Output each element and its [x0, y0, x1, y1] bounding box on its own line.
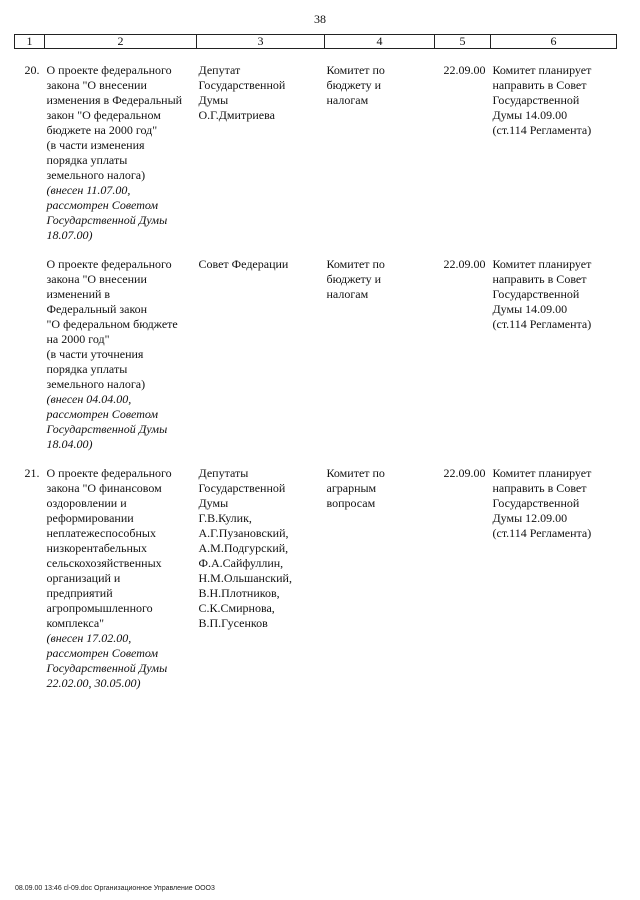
row-spacer — [15, 452, 617, 466]
date-text: 22.09.00 — [443, 466, 486, 480]
column-header: 5 — [435, 35, 491, 49]
date-text: 22.09.00 — [443, 257, 486, 271]
bill-title-text: О проекте федерального закона "О финансовом оздоровлении и реформировании неплатежеспособных низкорентабельных сельскохозяйственных организаций и предприятий агропромышленного комплекса" — [46, 466, 172, 630]
date-text: 22.09.00 — [443, 63, 486, 77]
committee-cell — [325, 257, 435, 452]
row-number-text: 21. — [24, 466, 40, 480]
initiator-text: Депутат Государственной Думы О.Г.Дмитриева — [198, 63, 286, 122]
row-spacer — [15, 49, 617, 64]
bill-title-cell — [45, 466, 197, 691]
status-cell — [491, 63, 617, 243]
submission-note: (внесен 11.07.00, рассмотрен Советом Государственной Думы 18.07.00) — [46, 183, 168, 242]
committee-cell — [325, 466, 435, 691]
row-spacer-cell — [15, 452, 617, 466]
status-cell — [491, 257, 617, 452]
status-cell — [491, 466, 617, 691]
table-header — [15, 35, 617, 49]
page-number: 38 — [314, 12, 326, 26]
committee-text: Комитет по бюджету и налогам — [326, 257, 385, 301]
bill-title-cell — [45, 257, 197, 452]
document-footer: 08.09.00 13:46 cl-09.doc Организационное Управление ООО3 — [15, 885, 215, 892]
date-cell — [435, 466, 491, 691]
initiator-cell — [197, 63, 325, 243]
column-header: 3 — [197, 35, 325, 49]
table-row — [15, 257, 617, 452]
table-row — [15, 466, 617, 691]
table-row — [15, 63, 617, 243]
header-row — [15, 35, 617, 49]
committee-text: Комитет по бюджету и налогам — [326, 63, 385, 107]
row-number-text: 20. — [24, 63, 40, 77]
date-cell — [435, 257, 491, 452]
row-spacer — [15, 243, 617, 257]
initiator-cell — [197, 466, 325, 691]
bills-table — [14, 34, 617, 691]
bill-title-cell — [45, 63, 197, 243]
submission-note: (внесен 04.04.00, рассмотрен Советом Государственной Думы 18.04.00) — [46, 392, 168, 451]
committee-cell — [325, 63, 435, 243]
column-header: 2 — [45, 35, 197, 49]
column-header: 6 — [491, 35, 617, 49]
column-header: 4 — [325, 35, 435, 49]
bill-title-text: О проекте федерального закона "О внесении изменений в Федеральный закон "О федеральном бюджете на 2000 год" (в части уточнения порядка уплаты земельного налога) — [46, 257, 178, 391]
status-text: Комитет планирует направить в Совет Государственной Думы 14.09.00 (ст.114 Регламента) — [492, 257, 592, 331]
row-number-cell — [15, 466, 45, 691]
initiator-text: Депутаты Государственной Думы Г.В.Кулик, А.Г.Пузановский, А.М.Подгурский, Ф.А.Сайфуллин, Н.М.Ольшанский, В.Н.Плотников, С.К.Смирнова, В.П.Гусенков — [198, 466, 292, 630]
row-number-cell — [15, 257, 45, 452]
committee-text: Комитет по аграрным вопросам — [326, 466, 385, 510]
row-number-cell — [15, 63, 45, 243]
bill-title-text: О проекте федерального закона "О внесении изменения в Федеральный закон "О федеральном бюджете на 2000 год" (в части изменения порядка уплаты земельного налога) — [46, 63, 183, 182]
submission-note: (внесен 17.02.00, рассмотрен Советом Государственной Думы 22.02.00, 30.05.00) — [46, 631, 168, 690]
row-spacer-cell — [15, 49, 617, 64]
row-spacer-cell — [15, 243, 617, 257]
initiator-cell — [197, 257, 325, 452]
column-header: 1 — [15, 35, 45, 49]
status-text: Комитет планирует направить в Совет Государственной Думы 12.09.00 (ст.114 Регламента) — [492, 466, 592, 540]
status-text: Комитет планирует направить в Совет Государственной Думы 14.09.00 (ст.114 Регламента) — [492, 63, 592, 137]
date-cell — [435, 63, 491, 243]
initiator-text: Совет Федерации — [198, 257, 289, 271]
